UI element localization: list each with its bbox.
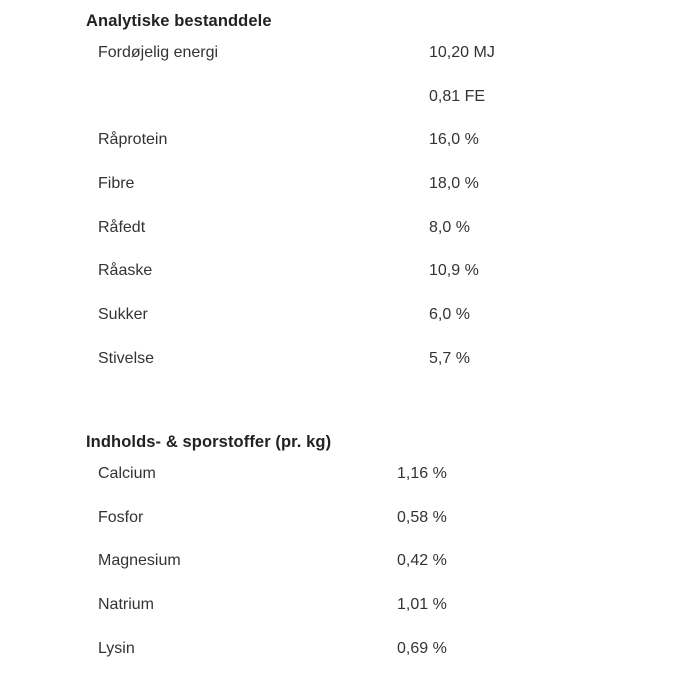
row-name: Lysin (98, 639, 135, 657)
row-name: Fordøjelig energi (98, 44, 219, 61)
row-value: 0,81 FE (429, 87, 486, 105)
table-row (86, 250, 479, 294)
row-name: Sukker (98, 306, 148, 324)
table-row (86, 628, 447, 672)
row-value: 0,58 % (397, 508, 447, 526)
analytic-title: Analytiske bestanddele (86, 12, 272, 30)
row-value: 18,0 % (429, 175, 479, 193)
row-value: 8,0 % (429, 218, 470, 236)
row-value: 1,16 % (397, 465, 447, 482)
table-row (86, 540, 447, 584)
table-row (86, 453, 447, 497)
table-row (86, 32, 495, 76)
analytic-section (86, 10, 495, 382)
row-name: Fosfor (98, 508, 144, 526)
table-row (86, 163, 479, 207)
minerals-section (86, 431, 447, 671)
row-value: 6,0 % (429, 306, 470, 324)
row-name: Råaske (98, 262, 153, 280)
row-name: Råfedt (98, 218, 146, 236)
row-value: 0,42 % (397, 552, 447, 570)
row-name: Råprotein (98, 131, 168, 149)
table-row (86, 294, 470, 338)
row-name: Natrium (98, 596, 155, 614)
row-value: 5,7 % (429, 349, 470, 367)
table-row (86, 497, 447, 541)
minerals-title: Indholds- & sporstoffer (pr. kg) (86, 433, 332, 451)
analytic-table (86, 32, 495, 382)
table-row (86, 207, 470, 251)
row-name: Stivelse (98, 349, 155, 367)
table-row (86, 338, 470, 382)
row-name: Magnesium (98, 552, 181, 570)
table-row (86, 76, 486, 120)
minerals-table (86, 453, 447, 671)
row-value: 1,01 % (397, 596, 447, 614)
row-value: 10,9 % (429, 262, 479, 280)
row-name: Calcium (98, 465, 156, 482)
row-name: Fibre (98, 175, 135, 193)
row-value: 10,20 MJ (429, 44, 495, 61)
table-row (86, 584, 447, 628)
row-value: 0,69 % (397, 639, 447, 657)
table-row (86, 119, 479, 163)
row-value: 16,0 % (429, 131, 479, 149)
